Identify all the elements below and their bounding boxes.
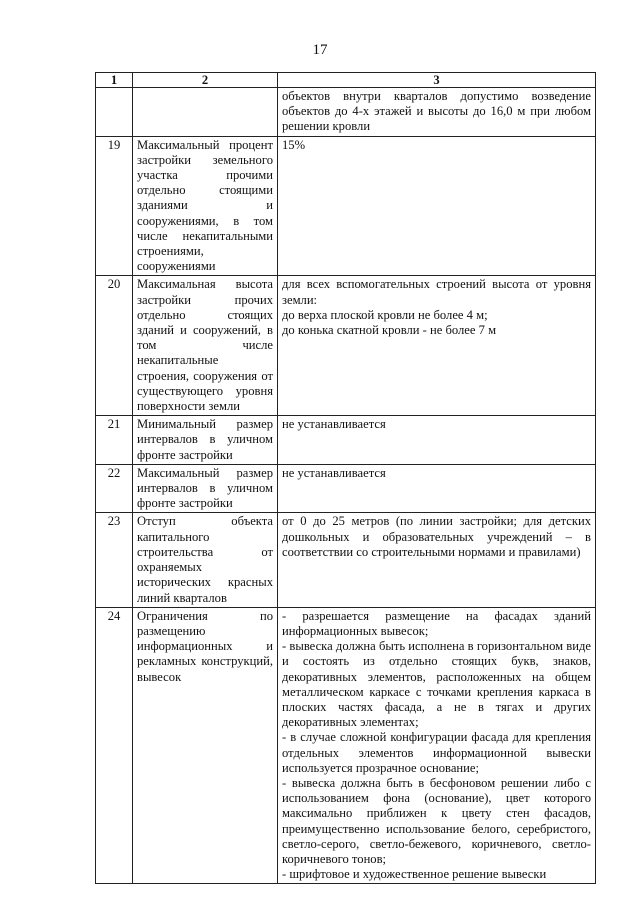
value-cell <box>278 513 596 607</box>
value-text: - шрифтовое и художественное решение вывески <box>282 867 547 882</box>
column-header-2: 2 <box>133 73 278 88</box>
value-cell <box>278 607 596 884</box>
row-number: 22 <box>96 464 133 513</box>
row-number: 19 <box>96 136 133 276</box>
value-text: 15% <box>282 137 306 152</box>
row-number <box>96 88 133 137</box>
parameter-cell <box>133 607 278 884</box>
regulations-table <box>95 72 596 884</box>
table-row <box>96 464 596 513</box>
value-text: не устанавливается <box>282 417 386 432</box>
value-text: - вывеска должна быть в бесфоновом решении либо с использованием фона (основание), цвет которого максимально приближен к цвету стен фасадов, преимущественно использование белого, серебристого, светло-серого, светло-бежевого, коричневого, светло-коричневого тонов; <box>282 775 591 866</box>
parameter-cell <box>133 513 278 607</box>
value-text: до конька скатной кровли - не более 7 м <box>282 323 497 338</box>
value-text: до верха плоской кровли не более 4 м; <box>282 307 488 322</box>
parameter-cell <box>133 276 278 416</box>
parameter-cell <box>133 136 278 276</box>
table-row <box>96 136 596 276</box>
value-text: - разрешается размещение на фасадах зданий информационных вывесок; <box>282 608 591 638</box>
column-header-1: 1 <box>96 73 133 88</box>
table-row <box>96 88 596 137</box>
value-text: не устанавливается <box>282 465 386 480</box>
table-row <box>96 607 596 884</box>
parameter-text: Ограничения по размещению информационных и рекламных конструкций, вывесок <box>137 608 273 684</box>
page-number: 17 <box>312 42 328 58</box>
value-cell <box>278 464 596 513</box>
row-number: 21 <box>96 416 133 465</box>
value-cell <box>278 88 596 137</box>
value-cell <box>278 136 596 276</box>
value-cell <box>278 276 596 416</box>
column-header-3: 3 <box>278 73 596 88</box>
parameter-text: Отступ объекта капитального строительства от охраняемых исторических красных линий кварталов <box>137 514 273 605</box>
parameter-cell <box>133 464 278 513</box>
parameter-cell <box>133 88 278 137</box>
value-text: для всех вспомогательных строений высота от уровня земли: <box>282 277 591 307</box>
value-text: от 0 до 25 метров (по линии застройки; для детских дошкольных и образовательных учреждений – в соответствии со строительными нормами и правилами) <box>282 514 591 559</box>
value-text: - вывеска должна быть исполнена в горизонтальном виде и состоять из отдельно стоящих букв, знаков, декоративных элементов, расположенных на общем металлическом каркасе с точками крепления каркаса в плоских частях фасада, а не в тягах и других декоративных элементах; <box>282 639 591 730</box>
parameter-cell <box>133 416 278 465</box>
value-text: - в случае сложной конфигурации фасада для крепления отдельных элементов информационной вывески используется прозрачное основание; <box>282 730 591 775</box>
table-row <box>96 276 596 416</box>
table-row <box>96 416 596 465</box>
parameter-text: Минимальный размер интервалов в уличном фронте застройки <box>137 417 273 462</box>
value-cell <box>278 416 596 465</box>
value-text: объектов внутри кварталов допустимо возведение объектов до 4-х этажей и высоты до 16,0 м при любом решении кровли <box>282 89 591 134</box>
row-number: 24 <box>96 607 133 884</box>
parameter-text: Максимальный процент застройки земельного участка прочими отдельно стоящими зданиями и сооружениями, в том числе некапитальными строениями, сооружениями <box>137 137 273 274</box>
parameter-text: Максимальный размер интервалов в уличном фронте застройки <box>137 465 273 511</box>
parameter-text: Максимальная высота застройки прочих отдельно стоящих зданий и сооружений, в том числе некапитальные строения, сооружения от существующего уровня поверхности земли <box>137 277 273 414</box>
table-row <box>96 513 596 607</box>
row-number: 23 <box>96 513 133 607</box>
table-header-row <box>96 73 596 88</box>
row-number: 20 <box>96 276 133 416</box>
